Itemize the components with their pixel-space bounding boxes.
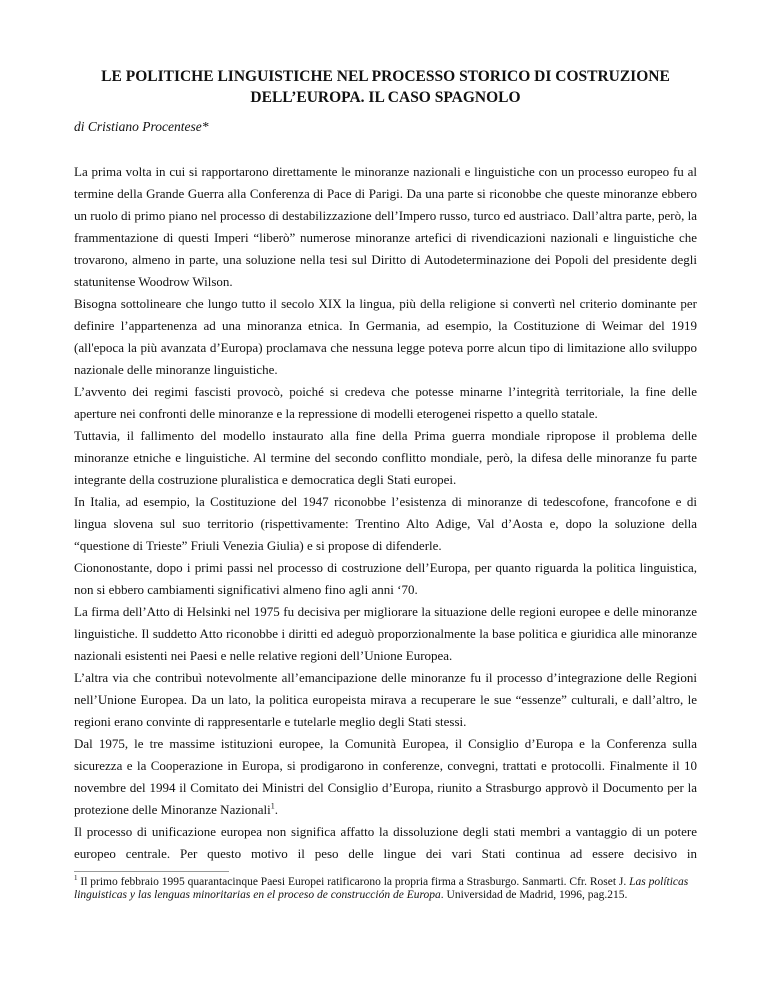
document-page [74, 66, 697, 902]
author-byline: di Cristiano Procentese* [74, 119, 209, 134]
paragraph: La firma dell’Atto di Helsinki nel 1975 fu decisiva per migliorare la situazione delle regioni europee e delle minoranze linguistiche. Il suddetto Atto riconobbe i diritti ed adeguò proporzionalmente la base politica e giuridica alle minoranze nazionali esistenti nei Paesi e nelle relative regioni dell’Unione Europea. [74, 604, 697, 663]
paragraph: Dal 1975, le tre massime istituzioni europee, la Comunità Europea, il Consiglio d’Europa e la Conferenza sulla sicurezza e la Cooperazione in Europa, si prodigarono in conferenze, convegni, trattati e protocolli. Finalmente il 10 novembre del 1994 il Comitato dei Ministri del Consiglio d’Europa, riunito a Strasburgo approvò il Documento per la protezione delle Minoranze Nazionali$^1$. [74, 736, 697, 817]
paragraph: L’altra via che contribuì notevolmente all’emancipazione delle minoranze fu il processo d’integrazione delle Regioni nell’Unione Europea. Da un lato, la politica europeista mirava a recuperare le sue “essenze” culturali, e dall’altro, le regioni erano convinte di rappresentarle e tutelarle meglio degli Stati stessi. [74, 670, 697, 729]
document-body [74, 161, 697, 865]
footnote-text: Il primo febbraio 1995 quarantacinque Paesi Europei ratificarono la propria firma a Strasburgo. Sanmarti. Cfr. Roset J. [80, 876, 630, 888]
footnote-number: 1 [74, 874, 78, 883]
paragraph-text: Dal 1975, le tre massime istituzioni europee, la Comunità Europea, il Consiglio d’Europa e la Conferenza sulla sicurezza e la Cooperazione in Europa, si prodigarono in conferenze, convegni, trattati e protocolli. Finalmente il 10 novembre del 1994 il Comitato dei Ministri del Consiglio d’Europa, riunito a Strasburgo approvò il Documento per la protezione delle Minoranze Nazionali [74, 736, 697, 817]
paragraph: Ciononostante, dopo i primi passi nel processo di costruzione dell’Europa, per quanto riguarda la politica linguistica, non si ebbero cambiamenti significativi almeno fino agli anni ‘70. [74, 560, 697, 597]
paragraph: La prima volta in cui si rapportarono direttamente le minoranze nazionali e linguistiche con un processo europeo fu al termine della Grande Guerra alla Conferenza di Pace di Parigi. Da una parte si riconobbe che queste minoranze ebbero un ruolo di primo piano nel processo di destabilizzazione dell’Impero russo, turco ed austriaco. Dall’altra parte, però, la frammentazione di questi Imperi “liberò” numerose minoranze artefici di rivendicazioni nazionali e linguistiche che trovarono, almeno in parte, una soluzione nella tesi sul Diritto di Autodeterminazione dei Popoli del presidente degli statunitense Woodrow Wilson. [74, 164, 697, 289]
paragraph: Tuttavia, il fallimento del modello instaurato alla fine della Prima guerra mondiale ripropose il problema delle minoranze etniche e linguistiche. Al termine del secondo conflitto mondiale, però, la difesa delle minoranze fu parte integrante della costruzione pluralistica e democratica degli Stati europei. [74, 428, 697, 487]
footnote [74, 876, 697, 902]
paragraph: Bisogna sottolineare che lungo tutto il secolo XIX la lingua, più della religione si convertì nel criterio dominante per definire l’appartenenza ad una minoranza etnica. In Germania, ad esempio, la Costituzione di Weimar del 1919 (all'epoca la più avanzata d’Europa) proclamava che nessuna legge poteva porre alcun tipo di limitazione allo sviluppo nazionale delle minoranze linguistiche. [74, 296, 697, 377]
paragraph: In Italia, ad esempio, la Costituzione del 1947 riconobbe l’esistenza di minoranze di tedescofone, francofone e di lingua slovena sul suo territorio (rispettivamente: Trentino Alto Adige, Val d’Aosta e, dopo la soluzione della “questione di Trieste” Friuli Venezia Giulia) e si propose di difenderle. [74, 494, 697, 553]
paragraph: L’avvento dei regimi fascisti provocò, poiché si credeva che potesse minarne l’integrità territoriale, la fine delle aperture nei confronti delle minoranze e la repressione di modelli eterogenei rispetto a quello statale. [74, 384, 697, 421]
footnote-separator [74, 871, 229, 872]
footnote-text-end: . Universidad de Madrid, 1996, pag.215. [440, 889, 628, 901]
footnote-cited-title: Las políticas linguisticas y las lenguas minoritarias en el proceso de construcción de Europa [74, 876, 689, 901]
paragraph: Il processo di unificazione europea non significa affatto la dissoluzione degli stati membri a vantaggio di un potere europeo centrale. Per questo motivo il peso delle lingue dei vari Stati continua ad essere decisivo in [74, 824, 697, 861]
document-title: LE POLITICHE LINGUISTICHE NEL PROCESSO STORICO DI COSTRUZIONE DELL’EUROPA. IL CASO SPAGNOLO [101, 68, 670, 106]
footnote-reference[interactable]: 1 [270, 801, 275, 811]
